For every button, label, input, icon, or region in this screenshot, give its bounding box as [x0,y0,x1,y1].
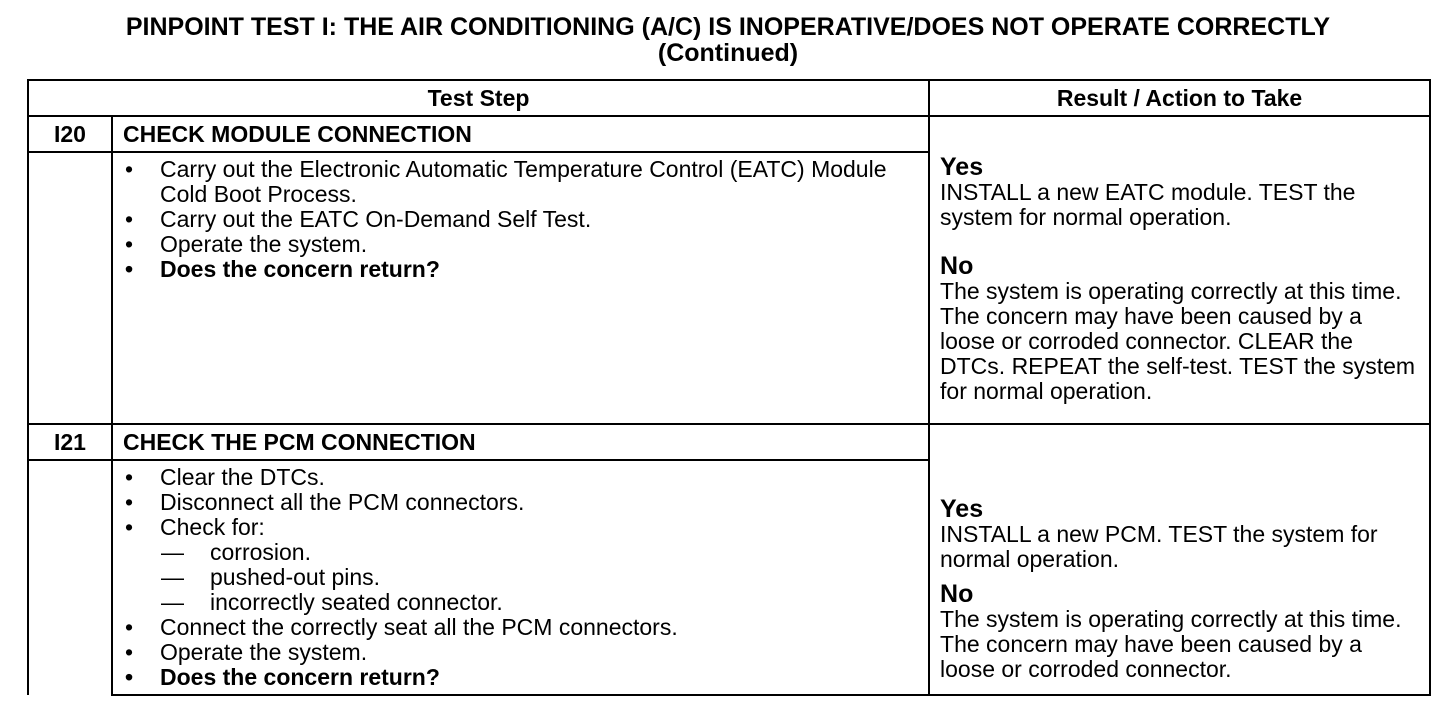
list-item-question: • Does the concern return? [113,257,928,282]
step-heading: CHECK MODULE CONNECTION [112,116,929,152]
step-i21-heading-row [28,424,1430,460]
step-i21-actions [112,460,929,695]
step-heading: CHECK THE PCM CONNECTION [112,424,929,460]
step-i20-actions [112,152,929,424]
title-line-2: (Continued) [657,39,799,67]
pinpoint-test-table [27,79,1431,696]
list-item: • Clear the DTCs. [113,465,928,490]
list-item: • Disconnect all the PCM connectors. [113,490,928,515]
header-result-action: Result / Action to Take [929,80,1430,116]
no-text: The system is operating correctly at this time. The concern may have been caused by a loose or corroded connector. [940,606,1402,682]
no-text: The system is operating correctly at this time. The concern may have been caused by a loose or corroded connector. CLEAR the DTCs. REPEAT the self-test. TEST the system for normal operation. [940,278,1416,404]
sub-list-item: — pushed-out pins. [113,565,928,590]
step-id: I21 [28,424,112,460]
step-id: I20 [28,116,112,152]
list-item: • Operate the system. [113,232,928,257]
list-item: • Check for: [113,515,928,540]
no-label: No [940,252,974,280]
table-header-row [28,80,1430,116]
step-id-spacer [28,152,112,424]
list-item: • Carry out the EATC On-Demand Self Test. [113,207,928,232]
yes-text: INSTALL a new PCM. TEST the system for normal operation. [940,521,1378,572]
header-test-step: Test Step [28,80,929,116]
step-i21-result [929,424,1430,695]
list-item: • Operate the system. [113,640,928,665]
sub-list-item: — incorrectly seated connector. [113,590,928,615]
list-item-question: • Does the concern return? [113,665,928,690]
title-line-1: PINPOINT TEST I: THE AIR CONDITIONING (A/C) IS INOPERATIVE/DOES NOT OPERATE CORRECTLY [125,13,1331,41]
sub-list-item: — corrosion. [113,540,928,565]
step-id-spacer [28,460,112,695]
pinpoint-test-title [0,14,1456,66]
step-i20-heading-row [28,116,1430,152]
list-item: • Carry out the Electronic Automatic Temperature Control (EATC) Module Cold Boot Process. [113,157,928,207]
no-label: No [940,580,974,608]
yes-text: INSTALL a new EATC module. TEST the system for normal operation. [940,179,1356,230]
step-i20-result [929,116,1430,424]
list-item: • Connect the correctly seat all the PCM connectors. [113,615,928,640]
yes-label: Yes [940,495,984,523]
yes-label: Yes [940,153,984,181]
